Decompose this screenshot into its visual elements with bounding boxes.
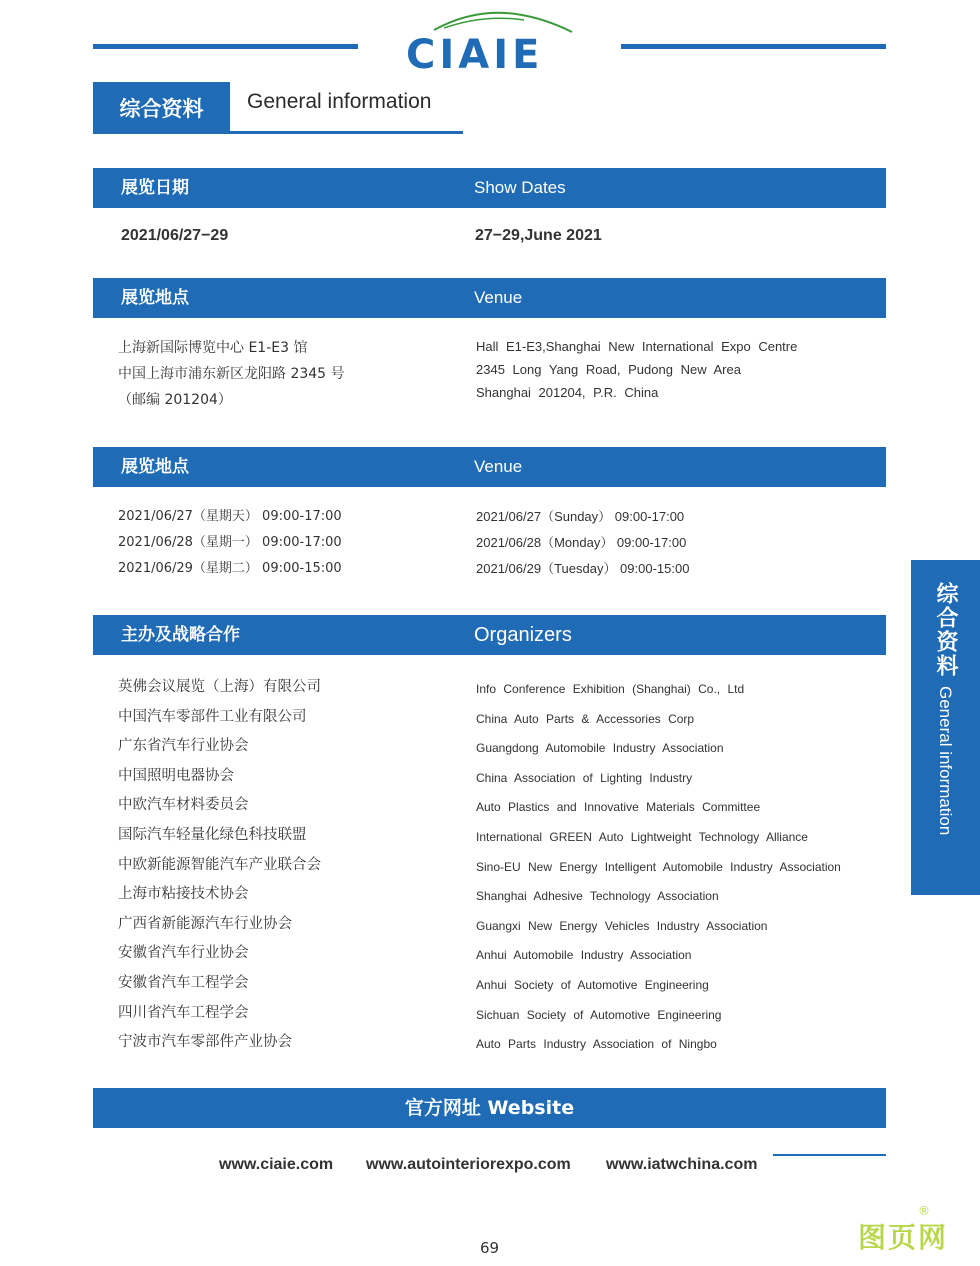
venue-bar [93, 278, 886, 318]
hours-list-cn [118, 504, 342, 582]
venue-address-cn [118, 335, 345, 413]
hours-title-en: Venue [474, 457, 523, 476]
watermark-registered-mark: ® [918, 1204, 930, 1218]
section-header-underline [93, 131, 463, 134]
show-dates-value-cn: 2021/06/27−29 [121, 227, 229, 244]
venue-line-cn: 上海新国际博览中心 E1-E3 馆 [118, 340, 308, 356]
organizer-en: International GREEN Auto Lightweight Technology Alliance [476, 829, 808, 844]
website-underline [773, 1154, 886, 1156]
organizer-en: Info Conference Exhibition (Shanghai) Co., Ltd [476, 682, 745, 696]
show-dates-title-en: Show Dates [474, 178, 566, 197]
show-dates-title-cn: 展览日期 [121, 178, 189, 198]
venue-line-en: Hall E1-E3,Shanghai New International Expo Centre [476, 339, 798, 354]
hours-row-cn: 2021/06/28（星期一） 09:00-17:00 [118, 535, 342, 550]
organizer-cn: 中欧新能源智能汽车产业联合会 [118, 856, 321, 873]
hours-row-cn: 2021/06/27（星期天） 09:00-17:00 [118, 509, 342, 524]
website-bar: 官方网址 Website [93, 1088, 886, 1128]
organizers-title-en: Organizers [474, 624, 572, 646]
watermark: 图页网 [858, 1221, 949, 1254]
top-rule-right [621, 44, 886, 49]
organizer-cn: 广东省汽车行业协会 [118, 738, 249, 755]
organizer-cn: 上海市粘接技术协会 [118, 886, 249, 903]
organizers-bar [93, 615, 886, 655]
venue-line-cn: （邮编 201204） [118, 392, 232, 408]
section-header-en: General information [247, 90, 432, 113]
organizers-title-cn: 主办及战略合作 [121, 625, 240, 645]
organizer-cn: 广西省新能源汽车行业协会 [118, 915, 292, 932]
website-link-iatwchina[interactable]: www.iatwchina.com [606, 1156, 758, 1173]
organizer-en: China Auto Parts & Accessories Corp [476, 711, 695, 726]
hours-row-en: 2021/06/28（Monday） 09:00-17:00 [476, 535, 687, 550]
venue-address-en [476, 335, 797, 404]
side-tab-cn: 综合资料 [933, 582, 958, 678]
organizer-cn: 中欧汽车材料委员会 [118, 797, 249, 814]
organizers-list-en [476, 675, 841, 1060]
website-link-ciaie[interactable]: www.ciaie.com [219, 1156, 334, 1173]
show-dates-value-en: 27−29,June 2021 [475, 227, 602, 244]
section-header-cn: 综合资料 [93, 82, 230, 134]
hours-row-en: 2021/06/29（Tuesday） 09:00-15:00 [476, 561, 690, 576]
organizer-cn: 中国照明电器协会 [118, 767, 234, 784]
organizer-en: Auto Plastics and Innovative Materials Committee [476, 800, 761, 815]
venue-line-cn: 中国上海市浦东新区龙阳路 2345 号 [118, 366, 345, 382]
organizer-cn: 安徽省汽车行业协会 [118, 945, 249, 962]
venue-title-en: Venue [474, 288, 523, 307]
organizer-cn: 中国汽车零部件工业有限公司 [118, 708, 307, 725]
side-tab [911, 560, 980, 895]
venue-title-cn: 展览地点 [121, 288, 189, 308]
organizer-en: Shanghai Adhesive Technology Association [476, 889, 719, 904]
website-link-autointeriorexpo[interactable]: www.autointeriorexpo.com [366, 1156, 571, 1173]
hours-list-en [476, 504, 689, 582]
ciaie-logo [404, 8, 578, 74]
venue-line-en: Shanghai 201204, P.R. China [476, 385, 659, 400]
svg-text:CIAIE: CIAIE [406, 32, 544, 74]
organizers-list-cn [118, 673, 321, 1058]
organizer-cn: 四川省汽车工程学会 [118, 1004, 249, 1021]
organizer-cn: 安徽省汽车工程学会 [118, 974, 249, 991]
venue-line-en: 2345 Long Yang Road, Pudong New Area [476, 362, 741, 377]
organizer-en: Auto Parts Industry Association of Ningbo [476, 1037, 717, 1052]
show-dates-bar [93, 168, 886, 208]
top-rule-left [93, 44, 358, 49]
organizer-en: Guangdong Automobile Industry Association [476, 741, 724, 756]
organizer-en: China Association of Lighting Industry [476, 770, 693, 785]
hours-row-cn: 2021/06/29（星期二） 09:00-15:00 [118, 561, 342, 576]
organizer-en: Sichuan Society of Automotive Engineering [476, 1007, 722, 1022]
organizer-en: Sino-EU New Energy Intelligent Automobile Industry Association [476, 859, 841, 874]
organizer-en: Guangxi New Energy Vehicles Industry Association [476, 918, 768, 933]
hours-title-cn: 展览地点 [121, 457, 189, 477]
hours-bar [93, 447, 886, 487]
organizer-cn: 英佛会议展览（上海）有限公司 [118, 679, 321, 695]
organizer-en: Anhui Automobile Industry Association [476, 948, 692, 963]
organizer-cn: 宁波市汽车零部件产业协会 [118, 1034, 292, 1051]
page-number: 69 [480, 1239, 500, 1257]
organizer-cn: 国际汽车轻量化绿色科技联盟 [118, 826, 307, 843]
side-tab-en: General information [936, 686, 955, 836]
organizer-en: Anhui Society of Automotive Engineering [476, 977, 709, 992]
hours-row-en: 2021/06/27（Sunday） 09:00-17:00 [476, 509, 685, 524]
